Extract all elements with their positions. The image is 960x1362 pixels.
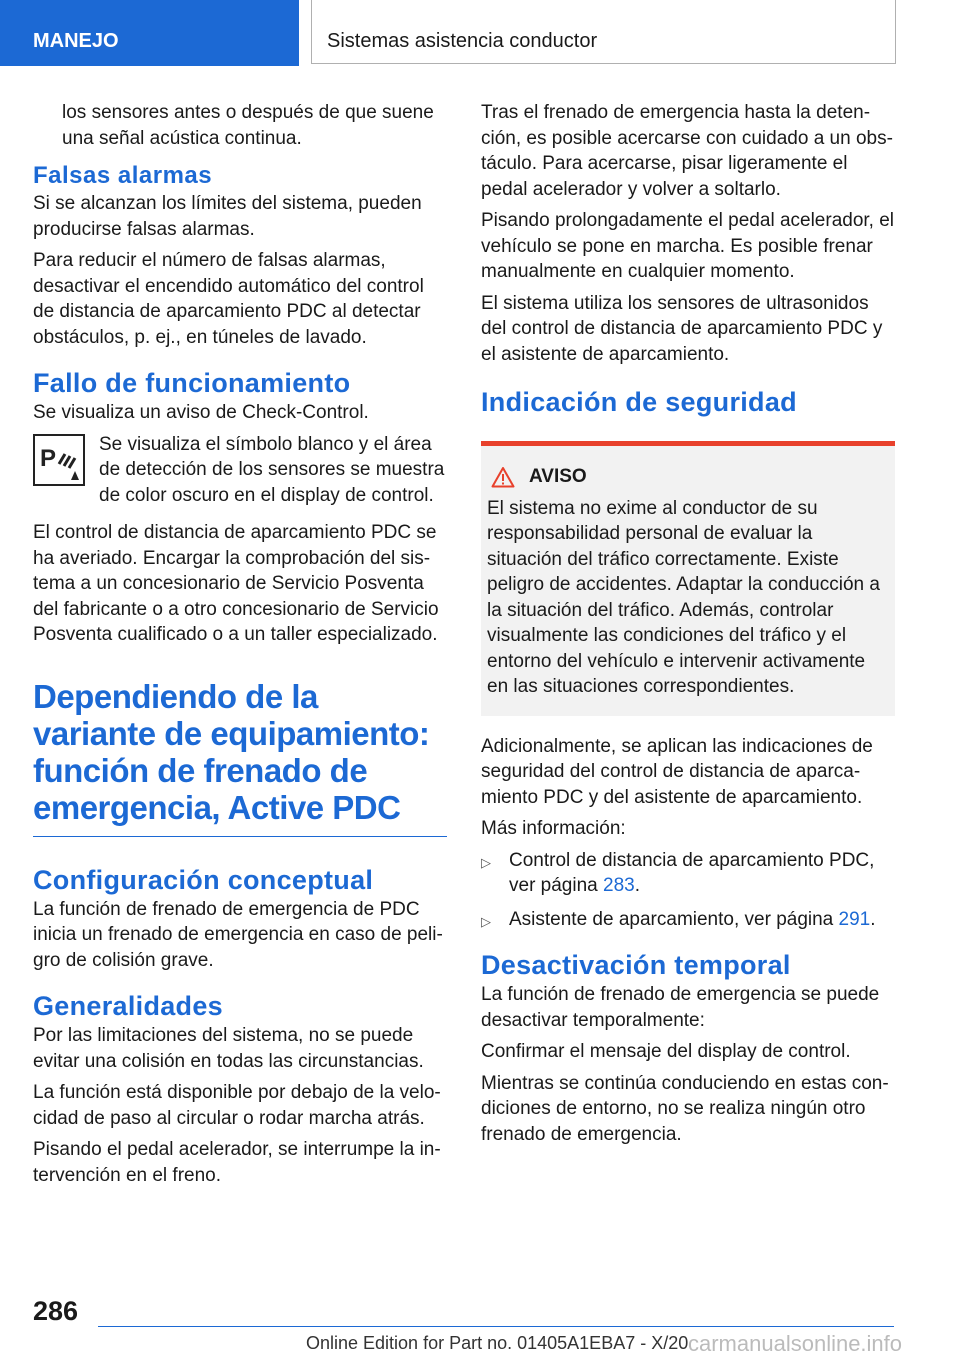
heading-generalidades: Generalidades	[33, 991, 223, 1021]
heading-seguridad: Indicación de seguridad	[481, 387, 797, 417]
right-p2: Pisando prolongadamente el pedal acelerador, el vehículo se pone en marcha. Es posible frenar manualmente en cualquier momento.	[481, 210, 895, 282]
intro-text: los sensores antes o después de que suene una señal acústica continua.	[62, 102, 434, 149]
general-p2: La función está disponible por debajo de la velocidad de paso al circular o rodar marcha atrás.	[33, 1082, 441, 1129]
subsection-title: Sistemas asistencia conductor	[311, 0, 896, 64]
list-item: ▷ Control de distancia de aparcamiento PDC, ver página 283.	[481, 848, 895, 899]
heading-desactivacion: Desactivación temporal	[481, 950, 791, 980]
right-p3: El sistema utiliza los sensores de ultrasonidos del control de distancia de aparcamiento PDC y el asistente de aparcamiento.	[481, 292, 883, 365]
right-p4: Adicionalmente, se aplican las indicaciones de seguridad del control de distancia de aparcamiento PDC y del asistente de aparcamiento.	[481, 735, 873, 808]
right-p5: Más información:	[481, 818, 626, 839]
footer-edition: Online Edition for Part no. 01405A1EBA7 - X/20	[306, 1333, 689, 1353]
chapter-title: Dependiendo de la variante de equipamiento: función de frenado de emergencia, Active PDC	[33, 678, 447, 837]
page-header	[0, 0, 960, 66]
heading-fallo: Fallo de funcionamiento	[33, 368, 351, 398]
list-item-text: Control de distancia de aparcamiento PDC, ver página	[509, 849, 875, 896]
desact-p1: La función de frenado de emergencia se puede desactivar temporalmente:	[481, 984, 880, 1031]
fallo-p1: Se visualiza un aviso de Check-Control.	[33, 402, 369, 423]
list-item: ▷ Asistente de aparcamiento, ver página 291.	[481, 907, 895, 935]
desact-p2: Confirmar el mensaje del display de control.	[481, 1041, 851, 1062]
falsas-p1: Si se alcanzan los límites del sistema, pueden producirse falsas alarmas.	[33, 193, 422, 240]
svg-text:P: P	[40, 444, 57, 472]
desact-p3: Mientras se continúa conduciendo en estas condiciones de entorno, no se realiza ningún otro frenado de emergencia.	[481, 1072, 889, 1145]
section-tab: MANEJO	[0, 0, 299, 66]
more-info-list	[481, 848, 895, 935]
left-column	[33, 100, 447, 1194]
fallo-p2: El control de distancia de aparcamiento PDC se ha averiado. Encargar la comprobación del sistema a un concesionario de Servicio Posventa del fabricante o a otro concesionario de Servicio Posventa cualificado o a un taller especializado.	[33, 522, 439, 645]
footer-divider	[98, 1326, 894, 1327]
triangle-bullet-icon: ▷	[481, 913, 491, 929]
page-number: 286	[33, 1296, 79, 1326]
general-p1: Por las limitaciones del sistema, no se puede evitar una colisión en todas las circunstancias.	[33, 1025, 424, 1072]
page-link-283[interactable]: 283	[603, 875, 635, 896]
heading-falsas-alarmas: Falsas alarmas	[33, 162, 213, 189]
right-column	[481, 100, 895, 1153]
warning-label: AVISO	[529, 466, 587, 487]
falsas-p2: Para reducir el número de falsas alarmas, desactivar el encendido automático del control de distancia de aparcamiento PDC al detectar obstáculos, p. ej., en túneles de lavado.	[33, 250, 424, 348]
warning-text: El sistema no exime al conductor de su responsabilidad personal de evaluar la situación del tráfico correctamente. Existe peligro de accidentes. Adaptar la conducción a la situación del tráfico. Además, controlar visualmente las condiciones del tráfico y el entorno del vehículo e intervenir activamente en las situaciones correspondientes.	[487, 497, 880, 697]
page-link-291[interactable]: 291	[838, 908, 871, 930]
pdc-sensor-icon	[33, 434, 85, 486]
right-p1: Tras el frenado de emergencia hasta la detención, es posible acercarse con cuidado a un obstáculo. Para acercarse, pisar ligeramente el pedal acelerador y volver a soltarlo.	[481, 102, 893, 200]
pdc-icon-caption: Se visualiza el símbolo blanco y el área de detección de los sensores se muestra de color oscuro en el display de control.	[99, 433, 445, 506]
watermark: carmanualsonline.info	[688, 1331, 903, 1356]
config-p1: La función de frenado de emergencia de PDC inicia un frenado de emergencia en caso de peligro de colisión grave.	[33, 898, 443, 971]
warning-title	[491, 464, 887, 490]
warning-box	[481, 441, 895, 716]
list-item-text: Asistente de aparcamiento, ver página	[509, 908, 839, 930]
pdc-warning-figure	[33, 432, 447, 509]
general-p3: Pisando el pedal acelerador, se interrumpe la intervención en el freno.	[33, 1139, 441, 1186]
warning-triangle-icon	[491, 466, 515, 488]
heading-configuracion: Configuración conceptual	[33, 864, 374, 895]
triangle-bullet-icon: ▷	[481, 854, 491, 870]
